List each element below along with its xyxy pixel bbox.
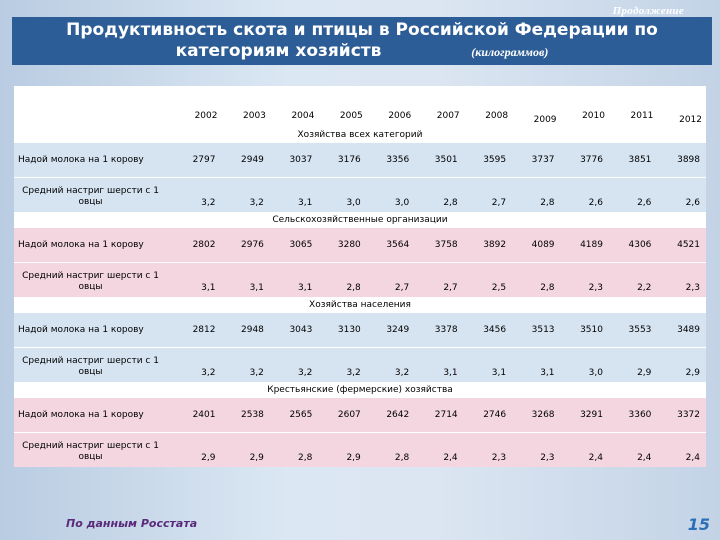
value-cell: 2607: [318, 398, 366, 433]
section-title: Сельскохозяйственные организации: [14, 213, 706, 228]
value-cell: 2797: [173, 143, 221, 178]
value-cell: 3130: [318, 313, 366, 348]
value-cell: 2,3: [512, 433, 560, 468]
milk-yield-row: [14, 228, 706, 263]
section-header-row: [14, 128, 706, 143]
value-cell: 3,1: [415, 348, 463, 383]
value-cell: 2401: [173, 398, 221, 433]
value-cell: 2642: [367, 398, 415, 433]
section-title: Крестьянские (фермерские) хозяйства: [14, 383, 706, 398]
value-cell: 3501: [415, 143, 463, 178]
row-label: Надой молока на 1 корову: [14, 228, 173, 263]
value-cell: 2949: [221, 143, 269, 178]
value-cell: 2,2: [609, 263, 657, 298]
value-cell: 3065: [270, 228, 318, 263]
year-header: 2007: [415, 87, 463, 128]
year-header: 2009: [512, 87, 560, 128]
section-header-row: [14, 213, 706, 228]
value-cell: 2,6: [657, 178, 706, 213]
corner-cell: [14, 87, 173, 128]
year-header-row: [14, 87, 706, 128]
value-cell: 3737: [512, 143, 560, 178]
value-cell: 2,8: [318, 263, 366, 298]
value-cell: 3176: [318, 143, 366, 178]
page-number: 15: [687, 515, 710, 534]
value-cell: 2976: [221, 228, 269, 263]
value-cell: 2714: [415, 398, 463, 433]
year-header: 2008: [464, 87, 512, 128]
value-cell: 3456: [464, 313, 512, 348]
value-cell: 2,7: [415, 263, 463, 298]
value-cell: 3,2: [221, 348, 269, 383]
value-cell: 3,0: [561, 348, 609, 383]
year-header: 2011: [609, 87, 657, 128]
value-cell: 2,4: [415, 433, 463, 468]
row-label: Средний настриг шерсти с 1 овцы: [14, 263, 173, 298]
value-cell: 3372: [657, 398, 706, 433]
milk-yield-row: [14, 143, 706, 178]
value-cell: 4521: [657, 228, 706, 263]
year-header: 2005: [318, 87, 366, 128]
value-cell: 2,9: [657, 348, 706, 383]
wool-yield-row: [14, 263, 706, 298]
value-cell: 3,0: [318, 178, 366, 213]
section-title: Хозяйства населения: [14, 298, 706, 313]
row-label: Надой молока на 1 корову: [14, 143, 173, 178]
value-cell: 2,7: [367, 263, 415, 298]
title-line-2: категориям хозяйств: [175, 41, 382, 61]
value-cell: 2,9: [609, 348, 657, 383]
row-label: Средний настриг шерсти с 1 овцы: [14, 433, 173, 468]
value-cell: 2,8: [367, 433, 415, 468]
value-cell: 3,2: [221, 178, 269, 213]
value-cell: 2,4: [561, 433, 609, 468]
value-cell: 2948: [221, 313, 269, 348]
value-cell: 3595: [464, 143, 512, 178]
value-cell: 4189: [561, 228, 609, 263]
value-cell: 3489: [657, 313, 706, 348]
year-header: 2012: [657, 87, 706, 128]
section-header-row: [14, 383, 706, 398]
wool-yield-row: [14, 433, 706, 468]
value-cell: 3249: [367, 313, 415, 348]
productivity-table: [14, 86, 706, 467]
value-cell: 2,8: [415, 178, 463, 213]
value-cell: 3280: [318, 228, 366, 263]
value-cell: 2,8: [512, 178, 560, 213]
value-cell: 2,6: [609, 178, 657, 213]
productivity-table-container: [14, 86, 706, 464]
continuation-note: Продолжение: [612, 5, 684, 17]
value-cell: 3,1: [270, 263, 318, 298]
value-cell: 3378: [415, 313, 463, 348]
value-cell: 2,9: [173, 433, 221, 468]
value-cell: 2812: [173, 313, 221, 348]
value-cell: 3,2: [367, 348, 415, 383]
row-label: Надой молока на 1 корову: [14, 398, 173, 433]
value-cell: 3356: [367, 143, 415, 178]
milk-yield-row: [14, 398, 706, 433]
page-title: [12, 20, 712, 63]
value-cell: 2538: [221, 398, 269, 433]
value-cell: 3268: [512, 398, 560, 433]
value-cell: 3776: [561, 143, 609, 178]
year-header: 2003: [221, 87, 269, 128]
value-cell: 3510: [561, 313, 609, 348]
wool-yield-row: [14, 178, 706, 213]
value-cell: 4089: [512, 228, 560, 263]
row-label: Средний настриг шерсти с 1 овцы: [14, 178, 173, 213]
milk-yield-row: [14, 313, 706, 348]
value-cell: 3898: [657, 143, 706, 178]
value-cell: 3,1: [173, 263, 221, 298]
section-title: Хозяйства всех категорий: [14, 128, 706, 143]
year-header: 2004: [270, 87, 318, 128]
row-label: Средний настриг шерсти с 1 овцы: [14, 348, 173, 383]
value-cell: 3553: [609, 313, 657, 348]
wool-yield-row: [14, 348, 706, 383]
value-cell: 2,4: [609, 433, 657, 468]
value-cell: 3892: [464, 228, 512, 263]
value-cell: 2,8: [270, 433, 318, 468]
value-cell: 3,1: [221, 263, 269, 298]
value-cell: 2746: [464, 398, 512, 433]
value-cell: 3564: [367, 228, 415, 263]
value-cell: 2,9: [221, 433, 269, 468]
value-cell: 2,3: [561, 263, 609, 298]
year-header: 2002: [173, 87, 221, 128]
value-cell: 3,1: [512, 348, 560, 383]
value-cell: 2,9: [318, 433, 366, 468]
value-cell: 2,6: [561, 178, 609, 213]
value-cell: 3,1: [270, 178, 318, 213]
value-cell: 3043: [270, 313, 318, 348]
value-cell: 3851: [609, 143, 657, 178]
value-cell: 2,5: [464, 263, 512, 298]
source-note: По данным Росстата: [66, 517, 198, 530]
value-cell: 3,0: [367, 178, 415, 213]
value-cell: 3291: [561, 398, 609, 433]
value-cell: 2565: [270, 398, 318, 433]
value-cell: 2,7: [464, 178, 512, 213]
value-cell: 2802: [173, 228, 221, 263]
value-cell: 3,2: [173, 348, 221, 383]
section-header-row: [14, 298, 706, 313]
value-cell: 3758: [415, 228, 463, 263]
value-cell: 2,8: [512, 263, 560, 298]
year-header: 2006: [367, 87, 415, 128]
value-cell: 2,4: [657, 433, 706, 468]
title-line-1: Продуктивность скота и птицы в Российской Федерации по: [66, 20, 658, 40]
row-label: Надой молока на 1 корову: [14, 313, 173, 348]
value-cell: 3,2: [270, 348, 318, 383]
value-cell: 3,2: [318, 348, 366, 383]
value-cell: 4306: [609, 228, 657, 263]
value-cell: 3,2: [173, 178, 221, 213]
value-cell: 2,3: [464, 433, 512, 468]
value-cell: 3037: [270, 143, 318, 178]
value-cell: 3360: [609, 398, 657, 433]
value-cell: 2,3: [657, 263, 706, 298]
unit-label: (килограммов): [471, 45, 549, 59]
value-cell: 3,1: [464, 348, 512, 383]
year-header: 2010: [561, 87, 609, 128]
value-cell: 3513: [512, 313, 560, 348]
